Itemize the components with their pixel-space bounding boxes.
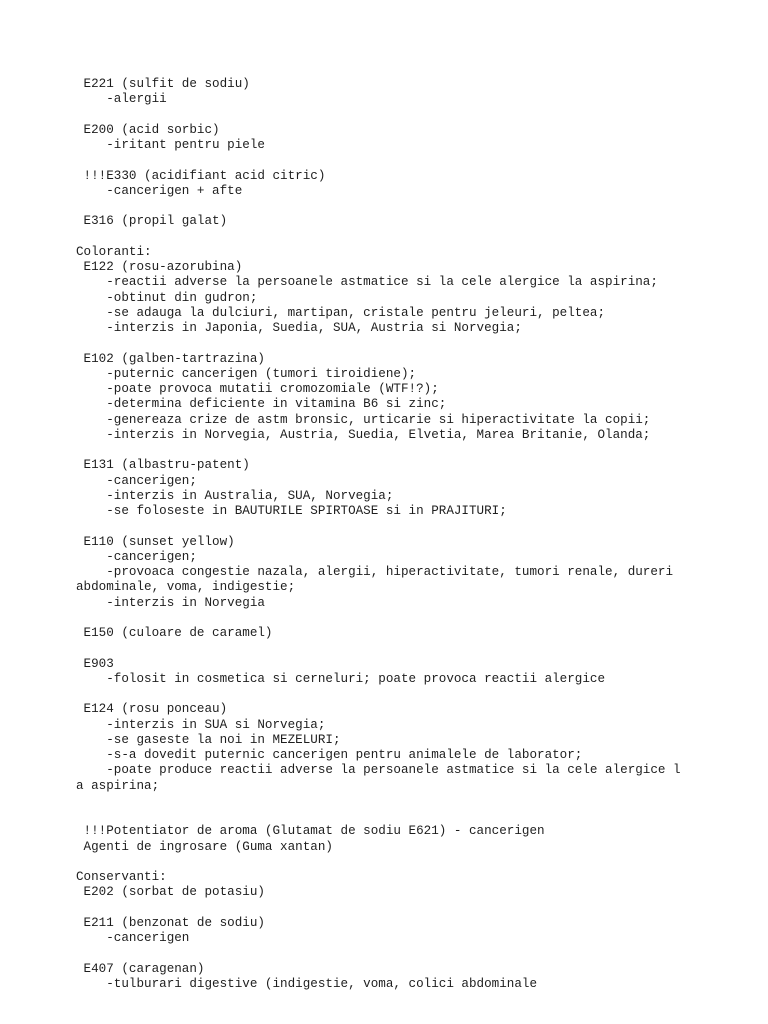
line-text: !!!E330 (acidifiant acid citric) [76, 168, 326, 183]
line-text: -cancerigen [76, 931, 190, 945]
text-line [0, 382, 768, 397]
text-line [0, 489, 768, 504]
text-line [0, 962, 768, 977]
line-text: Agenti de ingrosare (Guma xantan) [76, 839, 333, 854]
line-text: -interzis in Norvegia [76, 595, 265, 610]
line-text: E211 (benzonat de sodiu) [76, 915, 265, 930]
line-text: E131 (albastru-patent) [76, 458, 250, 473]
line-text: a aspirina; [76, 778, 160, 793]
blank-line [0, 855, 768, 870]
text-line [0, 763, 768, 778]
line-text: -puternic cancerigen (tumori tiroidiene); [76, 366, 417, 381]
text-line [0, 535, 768, 550]
text-line [0, 367, 768, 382]
line-text: -cancerigen; [76, 473, 197, 488]
blank-line [0, 153, 768, 168]
line-text: -s-a dovedit puternic cancerigen pentru animalele de laborator; [76, 748, 583, 762]
text-line [0, 352, 768, 367]
text-line [0, 702, 768, 717]
blank-line [0, 641, 768, 656]
blank-line [0, 946, 768, 961]
blank-line [0, 519, 768, 534]
text-line [0, 428, 768, 443]
text-line [0, 580, 768, 595]
text-line [0, 779, 768, 794]
blank-line [0, 199, 768, 214]
text-line [0, 550, 768, 565]
blank-line [0, 336, 768, 351]
text-line [0, 977, 768, 992]
blank-line [0, 901, 768, 916]
line-text: Conservanti: [76, 870, 167, 884]
text-line [0, 885, 768, 900]
line-text: -se foloseste in BAUTURILE SPIRTOASE si in PRAJITURI; [76, 504, 507, 518]
blank-line [0, 687, 768, 702]
line-text: E316 (propil galat) [76, 214, 228, 229]
text-line [0, 474, 768, 489]
line-text: -cancerigen + afte [76, 183, 243, 198]
line-text: -interzis in SUA si Norvegia; [76, 717, 326, 732]
line-text: -interzis in Japonia, Suedia, SUA, Austria si Norvegia; [76, 321, 522, 335]
blank-line [0, 230, 768, 245]
text-line [0, 657, 768, 672]
line-text: -genereaza crize de astm bronsic, urticarie si hiperactivitate la copii; [76, 412, 651, 427]
text-line [0, 275, 768, 290]
line-text: -poate produce reactii adverse la persoanele astmatice si la cele alergice l [76, 763, 681, 778]
line-text: E102 (galben-tartrazina) [76, 351, 265, 366]
line-text: -interzis in Australia, SUA, Norvegia; [76, 488, 394, 503]
text-line [0, 397, 768, 412]
text-line [0, 138, 768, 153]
blank-line [0, 611, 768, 626]
line-text: !!!Potentiator de aroma (Glutamat de sodiu E621) - cancerigen [76, 824, 545, 839]
text-line [0, 748, 768, 763]
line-text: E110 (sunset yellow) [76, 534, 235, 549]
text-line [0, 291, 768, 306]
line-text: E124 (rosu ponceau) [76, 702, 228, 717]
line-text: -interzis in Norvegia, Austria, Suedia, Elvetia, Marea Britanie, Olanda; [76, 427, 651, 442]
line-text: E903 [76, 656, 114, 671]
text-line [0, 123, 768, 138]
line-text: E202 (sorbat de potasiu) [76, 885, 265, 900]
text-line [0, 214, 768, 229]
text-line [0, 824, 768, 839]
text-line [0, 733, 768, 748]
line-text: -reactii adverse la persoanele astmatice si la cele alergice la aspirina; [76, 275, 658, 290]
line-text: -poate provoca mutatii cromozomiale (WTF!?); [76, 382, 439, 396]
line-text: E221 (sulfit de sodiu) [76, 77, 250, 91]
line-text: -obtinut din gudron; [76, 290, 258, 305]
blank-line [0, 108, 768, 123]
line-text: -se gaseste la noi in MEZELURI; [76, 732, 341, 747]
line-text: E150 (culoare de caramel) [76, 626, 273, 640]
text-line [0, 870, 768, 885]
text-line [0, 321, 768, 336]
text-line [0, 565, 768, 580]
text-line [0, 931, 768, 946]
text-line [0, 840, 768, 855]
blank-line [0, 794, 768, 809]
text-line [0, 916, 768, 931]
text-line [0, 596, 768, 611]
document-page [0, 77, 768, 992]
text-line [0, 626, 768, 641]
line-text: -iritant pentru piele [76, 138, 265, 152]
blank-line [0, 809, 768, 824]
text-line [0, 458, 768, 473]
text-line [0, 718, 768, 733]
text-line [0, 77, 768, 92]
line-text: Coloranti: [76, 244, 152, 259]
text-line [0, 260, 768, 275]
line-text: E122 (rosu-azorubina) [76, 260, 243, 274]
text-line [0, 504, 768, 519]
line-text: -provoaca congestie nazala, alergii, hiperactivitate, tumori renale, dureri [76, 565, 674, 579]
line-text: -cancerigen; [76, 549, 197, 564]
line-text: E200 (acid sorbic) [76, 122, 220, 137]
text-line [0, 306, 768, 321]
text-line [0, 413, 768, 428]
text-line [0, 672, 768, 687]
line-text: -determina deficiente in vitamina B6 si zinc; [76, 397, 447, 412]
text-line [0, 184, 768, 199]
line-text: -tulburari digestive (indigestie, voma, colici abdominale [76, 976, 538, 991]
text-line [0, 169, 768, 184]
blank-line [0, 443, 768, 458]
line-text: -folosit in cosmetica si cerneluri; poate provoca reactii alergice [76, 671, 606, 686]
text-line [0, 245, 768, 260]
line-text: E407 (caragenan) [76, 961, 205, 976]
line-text: -se adauga la dulciuri, martipan, cristale pentru jeleuri, peltea; [76, 305, 606, 320]
line-text: abdominale, voma, indigestie; [76, 580, 296, 595]
text-line [0, 92, 768, 107]
line-text: -alergii [76, 92, 167, 107]
